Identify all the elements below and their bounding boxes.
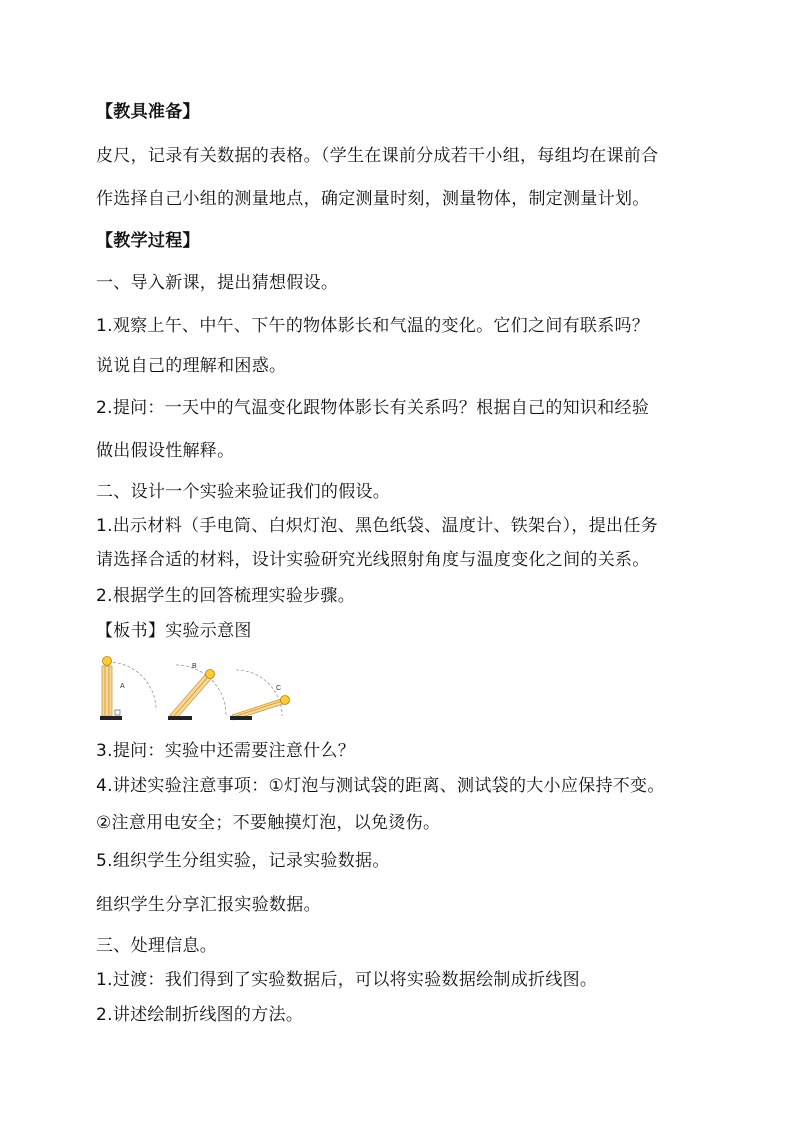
paragraph-line: 【板书】实验示意图 <box>96 621 252 641</box>
test-bag <box>100 716 122 720</box>
paragraph-line: 1.出示材料（手电筒、白炽灯泡、黑色纸袋、温度计、铁架台），提出任务 <box>96 516 658 536</box>
paragraph-line: 2.根据学生的回答梳理实验步骤。 <box>96 586 356 606</box>
lamp-bulb-icon <box>206 670 215 679</box>
diagram-label-a: A <box>120 683 125 690</box>
paragraph-line: 二、设计一个实验来验证我们的假设。 <box>96 482 391 502</box>
paragraph-line: 组织学生分享汇报实验数据。 <box>96 895 321 915</box>
light-ray <box>174 678 207 716</box>
paragraph-line: 5.组织学生分组实验，记录实验数据。 <box>96 851 390 871</box>
experiment-diagram <box>96 653 326 723</box>
light-ray <box>233 701 282 717</box>
paragraph-line: 请选择合适的材料，设计实验研究光线照射角度与温度变化之间的关系。 <box>96 550 650 570</box>
diagram-label-c: C <box>276 685 282 692</box>
section-heading-materials: 【教具准备】 <box>96 102 200 122</box>
paragraph-line: 1.观察上午、中午、下午的物体影长和气温的变化。它们之间有联系吗？ <box>96 316 650 336</box>
paragraph-line: 皮尺，记录有关数据的表格。（学生在课前分成若干小组，每组均在课前合 <box>96 146 659 166</box>
paragraph-line: 一、导入新课，提出猜想假设。 <box>96 273 339 293</box>
lamp-panel-c <box>230 670 290 720</box>
diagram-label-b: B <box>192 663 197 670</box>
paragraph-line: 做出假设性解释。 <box>96 441 235 461</box>
paragraph-line: 3.提问：实验中还需要注意什么？ <box>96 741 356 761</box>
lamp-panel-a <box>100 657 156 721</box>
paragraph-line: ②注意用电安全；不要触摸灯泡，以免烫伤。 <box>96 813 441 833</box>
test-bag <box>230 716 252 720</box>
lamp-tube <box>102 666 112 716</box>
angle-arc <box>108 662 156 710</box>
right-angle-mark <box>115 710 120 715</box>
paragraph-line: 说说自己的理解和困惑。 <box>96 356 287 376</box>
paragraph-line: 三、处理信息。 <box>96 936 218 956</box>
paragraph-line: 作选择自己小组的测量地点，确定测量时刻，测量物体，制定测量计划。 <box>96 189 650 209</box>
paragraph-line: 4.讲述实验注意事项：①灯泡与测试袋的距离、测试袋的大小应保持不变。 <box>96 776 665 796</box>
paragraph-line: 2.提问：一天中的气温变化跟物体影长有关系吗？根据自己的知识和经验 <box>96 398 650 418</box>
test-bag <box>168 716 192 720</box>
paragraph-line: 2.讲述绘制折线图的方法。 <box>96 1005 304 1025</box>
paragraph-line: 1.过渡：我们得到了实验数据后，可以将实验数据绘制成折线图。 <box>96 970 598 990</box>
lamp-bulb-icon <box>281 696 290 705</box>
section-heading-process: 【教学过程】 <box>96 231 200 251</box>
lamp-panel-b <box>168 663 226 720</box>
lamp-bulb-icon <box>103 657 112 666</box>
